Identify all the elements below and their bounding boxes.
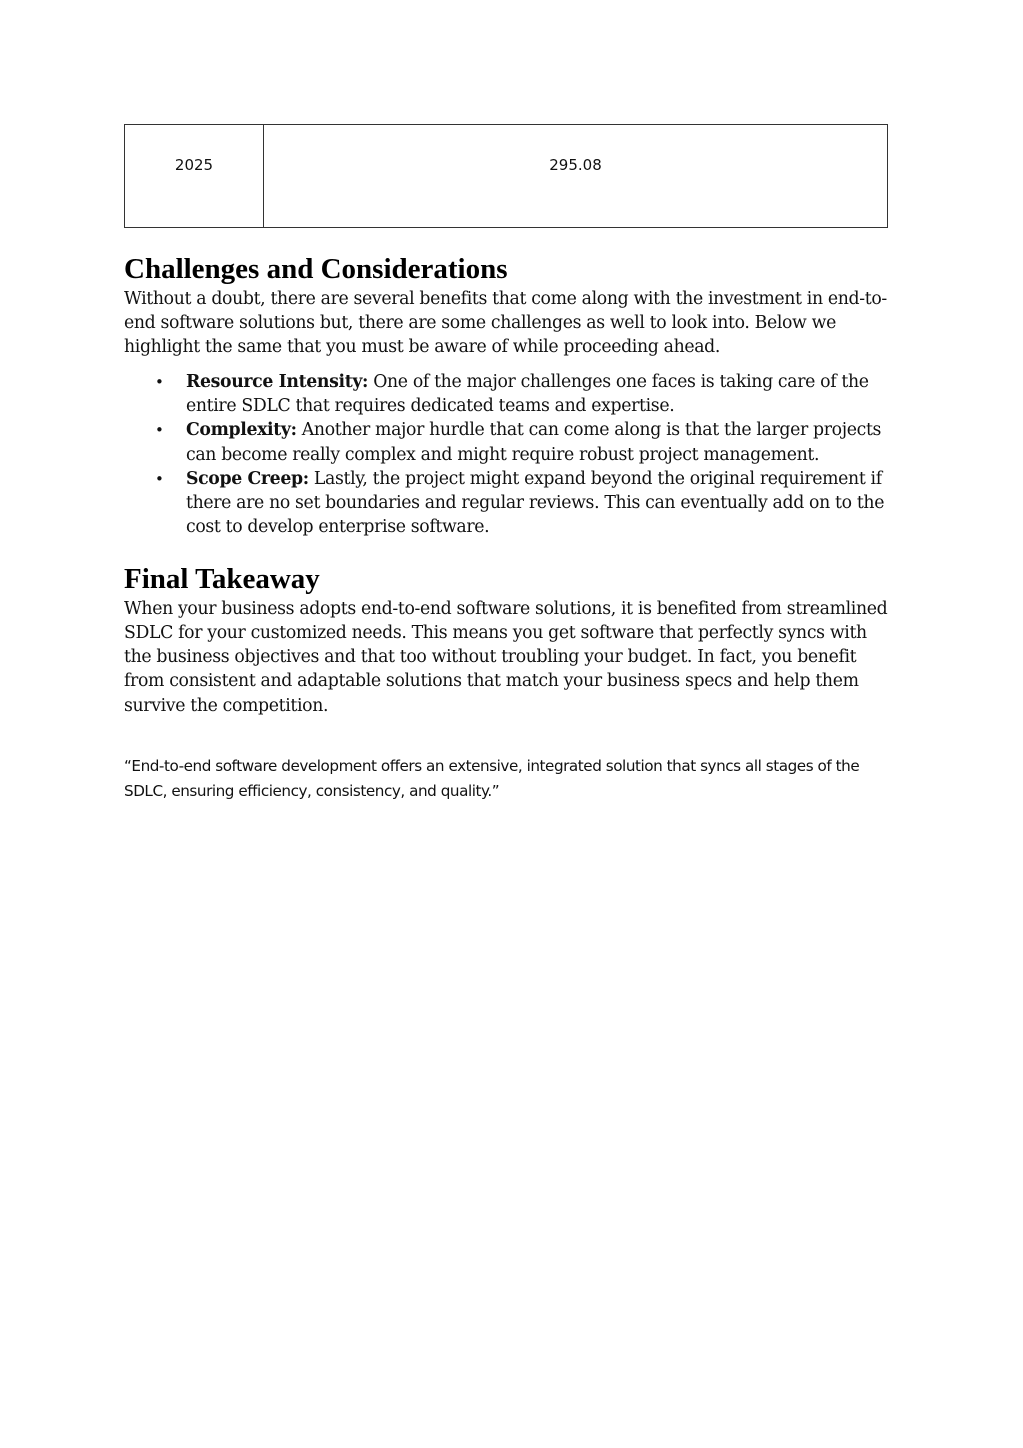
bullet-icon: • (155, 421, 164, 440)
takeaway-heading: Final Takeaway (124, 562, 320, 595)
table-cell-year: 2025 (125, 125, 264, 228)
bullet-term: Complexity: (186, 420, 297, 441)
list-item (155, 467, 894, 540)
table-row (125, 125, 888, 228)
bullet-text: Another major hurdle that can come along is that the larger projects can become really complex and might require robust project management. (186, 420, 882, 465)
bullet-icon: • (155, 469, 164, 488)
challenges-heading: Challenges and Considerations (124, 253, 508, 285)
takeaway-quote: “End-to-end software development offers an extensive, integrated solution that syncs all stages of the SDLC, ensuring efficiency, consistency, and quality.” (124, 757, 860, 801)
list-item (155, 370, 894, 419)
bullet-icon: • (155, 372, 164, 391)
market-data-table (124, 124, 888, 228)
list-item (155, 418, 894, 467)
bullet-text: One of the major challenges one faces is taking care of the entire SDLC that requires dedicated teams and expertise. (186, 371, 869, 416)
challenges-list (124, 370, 894, 540)
table-cell-value: 295.08 (264, 125, 888, 228)
challenges-intro-paragraph: Without a doubt, there are several benefits that come along with the investment in end-to-end software solutions but, there are some challenges as well to look into. Below we highlight the same that you must be aware of while proceeding ahead. (124, 288, 887, 358)
takeaway-paragraph: When your business adopts end-to-end software solutions, it is benefited from streamlined SDLC for your customized needs. This means you get software that perfectly syncs with the business objectives and that too without troubling your budget. In fact, you benefit from consistent and adaptable solutions that match your business specs and help them survive the competition. (124, 598, 888, 716)
bullet-term: Resource Intensity: (186, 371, 369, 392)
document-page (124, 124, 894, 804)
bullet-term: Scope Creep: (186, 468, 309, 489)
bullet-text: Lastly, the project might expand beyond the original requirement if there are no set boundaries and regular reviews. This can eventually add on to the cost to develop enterprise software. (186, 468, 885, 538)
